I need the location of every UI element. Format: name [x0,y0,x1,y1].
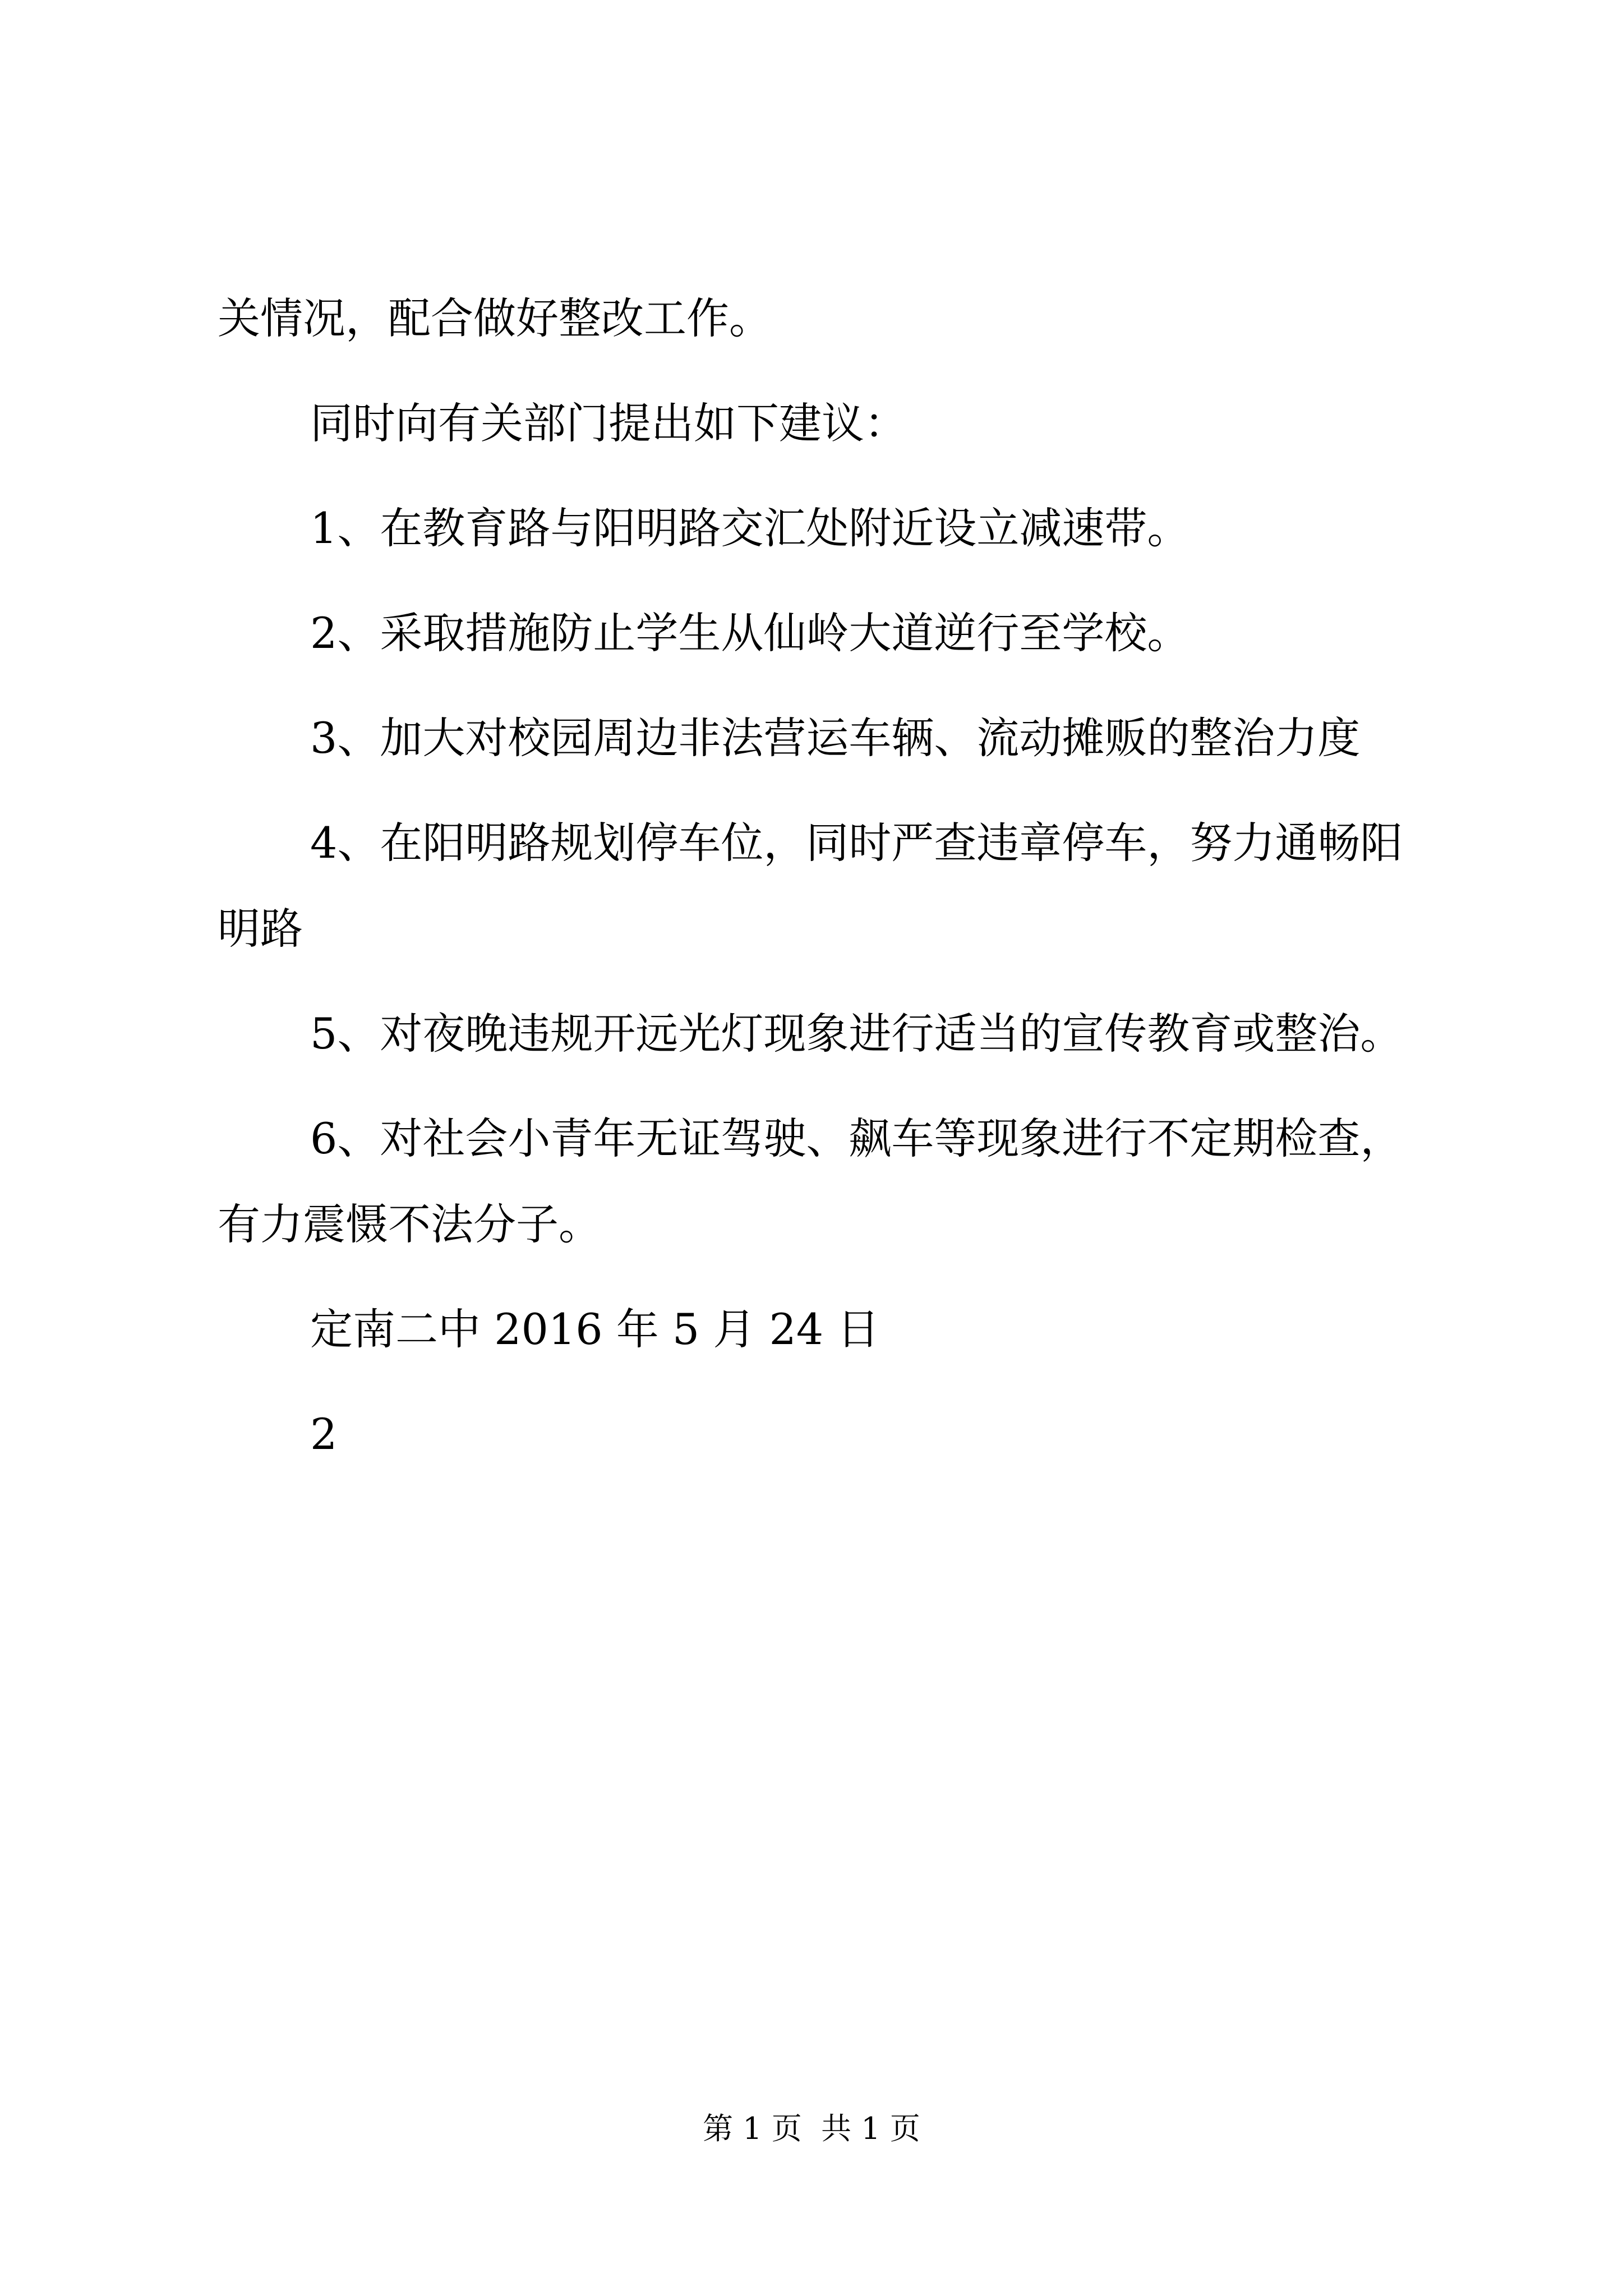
suggestion-item-6: 6、对社会小青年无证驾驶、飙车等现象进行不定期检查， [310,1114,1403,1163]
suggestion-intro: 同时向有关部门提出如下建议： [310,398,907,448]
suggestion-item-3: 3、加大对校园周边非法营运车辆、流动摊贩的整治力度 [310,713,1361,763]
page-number-label: 第 1 页 共 1 页 [703,2111,920,2146]
suggestion-item-1: 1、在教育路与阳明路交汇处附近设立减速带。 [310,503,1190,553]
paragraph-continuation: 关情况，配合做好整改工作。 [218,293,772,343]
suggestion-item-6-continued: 有力震慑不法分子。 [218,1199,601,1249]
suggestion-item-4-continued: 明路 [218,904,303,954]
suggestion-item-2: 2、采取措施防止学生从仙岭大道逆行至学校。 [310,608,1190,658]
document-body [218,292,1423,1512]
signature-date: 定南二中 2016 年 5 月 24 日 [310,1304,880,1354]
page-footer [0,2109,1623,2148]
suggestion-item-4: 4、在阳明路规划停车位，同时严查违章停车，努力通畅阳 [310,818,1403,868]
trailing-number: 2 [310,1409,338,1459]
suggestion-item-5: 5、对夜晚违规开远光灯现象进行适当的宣传教育或整治。 [310,1009,1403,1059]
